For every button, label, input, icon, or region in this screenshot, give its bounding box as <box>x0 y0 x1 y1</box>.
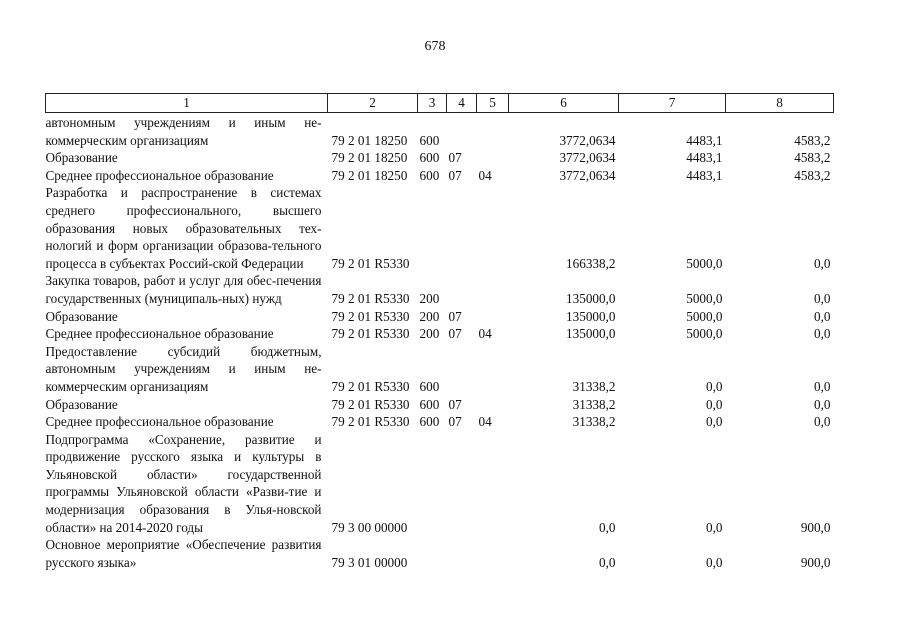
row-value-col6: 31338,2 <box>572 378 616 394</box>
row-subsection <box>477 184 509 272</box>
row-target-code: 79 2 01 R5330 <box>331 378 410 394</box>
row-expense-type: 600 <box>419 132 440 148</box>
row-value-col8: 4583,2 <box>794 132 831 148</box>
row-target-code: 79 3 00 00000 <box>331 519 408 535</box>
row-value-col8: 0,0 <box>814 378 831 394</box>
row-value-col7: 0,0 <box>706 519 723 535</box>
row-value-col7: 5000,0 <box>686 290 723 306</box>
table-row <box>46 413 834 431</box>
row-section <box>447 272 477 307</box>
row-section <box>447 184 477 272</box>
table-row <box>46 325 834 343</box>
row-section: 07 <box>448 414 462 430</box>
row-value-col8: 4583,2 <box>794 167 831 183</box>
row-value-col6: 31338,2 <box>572 414 616 430</box>
row-name: Подпрограмма «Сохранение, развитие и продвижение русского языка и культуры в Ульяновской области» государственной программы Ульяновской области «Разви-тие и модернизация образования в Улья-новской области» на 2014-2020 годы <box>45 431 322 535</box>
row-expense-type <box>418 536 447 571</box>
row-section: 07 <box>448 396 462 412</box>
row-value-col8: 0,0 <box>814 396 831 412</box>
column-header: 6 <box>509 94 619 113</box>
row-value-col8: 900,0 <box>800 519 831 535</box>
table-row <box>46 167 834 185</box>
row-value-col6: 3772,0634 <box>559 150 616 166</box>
row-value-col8: 0,0 <box>814 290 831 306</box>
row-value-col7: 5000,0 <box>686 308 723 324</box>
table-row <box>46 308 834 326</box>
row-expense-type: 600 <box>419 414 440 430</box>
row-value-col8: 0,0 <box>814 255 831 271</box>
row-target-code: 79 2 01 R5330 <box>331 308 410 324</box>
row-subsection: 04 <box>478 326 492 342</box>
row-value-col6: 31338,2 <box>572 396 616 412</box>
row-value-col8: 0,0 <box>814 414 831 430</box>
row-value-col6: 135000,0 <box>566 308 616 324</box>
row-value-col6: 135000,0 <box>566 326 616 342</box>
row-value-col7: 4483,1 <box>686 132 723 148</box>
table-row <box>46 396 834 414</box>
row-target-code: 79 2 01 R5330 <box>331 290 410 306</box>
table-row <box>46 536 834 571</box>
row-section: 07 <box>448 308 462 324</box>
column-header: 3 <box>418 94 447 113</box>
row-name: Разработка и распространение в системах среднего профессионального, высшего образования новых образовательных тех-нологий и форм организации образова-тельного процесса в субъектах Россий-ской Федерации <box>45 185 322 271</box>
column-header: 5 <box>477 94 509 113</box>
row-value-col7: 0,0 <box>706 396 723 412</box>
row-value-col7: 5000,0 <box>686 255 723 271</box>
row-expense-type: 200 <box>419 308 440 324</box>
row-subsection: 04 <box>478 414 492 430</box>
column-header: 2 <box>328 94 418 113</box>
row-subsection <box>477 149 509 167</box>
table-row <box>46 149 834 167</box>
table-row <box>46 184 834 272</box>
row-value-col7: 0,0 <box>706 554 723 570</box>
row-name: Среднее профессиональное образование <box>45 414 274 430</box>
column-header: 1 <box>46 94 328 113</box>
row-target-code: 79 3 01 00000 <box>331 554 408 570</box>
row-value-col6: 3772,0634 <box>559 132 616 148</box>
row-expense-type: 600 <box>419 378 440 394</box>
row-value-col7: 5000,0 <box>686 326 723 342</box>
row-value-col8: 0,0 <box>814 326 831 342</box>
row-name: Образование <box>45 308 118 324</box>
row-expense-type: 600 <box>419 167 440 183</box>
table-row <box>46 272 834 307</box>
column-header: 8 <box>726 94 834 113</box>
row-target-code: 79 2 01 R5330 <box>331 326 410 342</box>
row-value-col6: 0,0 <box>599 519 616 535</box>
row-target-code: 79 2 01 18250 <box>331 167 408 183</box>
row-expense-type <box>418 431 447 537</box>
row-section <box>447 343 477 396</box>
row-value-col8: 0,0 <box>814 308 831 324</box>
table-row <box>46 113 834 150</box>
row-value-col8: 4583,2 <box>794 150 831 166</box>
row-name: Основное мероприятие «Обеспечение развития русского языка» <box>45 537 322 570</box>
row-subsection <box>477 272 509 307</box>
row-value-col6: 3772,0634 <box>559 167 616 183</box>
row-value-col7: 4483,1 <box>686 150 723 166</box>
row-name: автономным учреждениям и иным не-коммерческим организациям <box>45 115 322 148</box>
row-subsection <box>477 536 509 571</box>
row-name: Среднее профессиональное образование <box>45 167 274 183</box>
row-name: Образование <box>45 396 118 412</box>
row-value-col8: 900,0 <box>800 554 831 570</box>
row-value-col7: 0,0 <box>706 378 723 394</box>
row-expense-type: 200 <box>419 326 440 342</box>
row-name: Предоставление субсидий бюджетным, автономным учреждениям и иным не-коммерческим организациям <box>45 343 322 394</box>
row-value-col6: 166338,2 <box>566 255 616 271</box>
row-name: Образование <box>45 150 118 166</box>
row-target-code: 79 2 01 R5330 <box>331 396 410 412</box>
row-target-code: 79 2 01 18250 <box>331 150 408 166</box>
table-body <box>46 113 834 572</box>
row-subsection <box>477 113 509 150</box>
table-header <box>46 94 834 113</box>
table-row <box>46 431 834 537</box>
row-expense-type: 600 <box>419 396 440 412</box>
row-section <box>447 536 477 571</box>
row-subsection <box>477 396 509 414</box>
budget-table <box>45 93 834 571</box>
row-name: Среднее профессиональное образование <box>45 326 274 342</box>
row-expense-type <box>418 184 447 272</box>
row-value-col6: 135000,0 <box>566 290 616 306</box>
row-value-col7: 4483,1 <box>686 167 723 183</box>
row-target-code: 79 2 01 R5330 <box>331 414 410 430</box>
column-header: 4 <box>447 94 477 113</box>
row-value-col6: 0,0 <box>599 554 616 570</box>
row-target-code: 79 2 01 18250 <box>331 132 408 148</box>
row-section <box>447 113 477 150</box>
row-expense-type: 600 <box>419 150 440 166</box>
table-row <box>46 343 834 396</box>
row-section <box>447 431 477 537</box>
column-header: 7 <box>619 94 726 113</box>
row-subsection <box>477 431 509 537</box>
row-subsection <box>477 343 509 396</box>
row-target-code: 79 2 01 R5330 <box>331 255 410 271</box>
row-section: 07 <box>448 150 462 166</box>
row-subsection: 04 <box>478 167 492 183</box>
row-subsection <box>477 308 509 326</box>
row-name: Закупка товаров, работ и услуг для обес-печения государственных (муниципаль-ных) нужд <box>45 273 322 306</box>
row-value-col7: 0,0 <box>706 414 723 430</box>
page-number: 678 <box>424 39 446 54</box>
row-expense-type: 200 <box>419 290 440 306</box>
row-section: 07 <box>448 167 462 183</box>
row-section: 07 <box>448 326 462 342</box>
